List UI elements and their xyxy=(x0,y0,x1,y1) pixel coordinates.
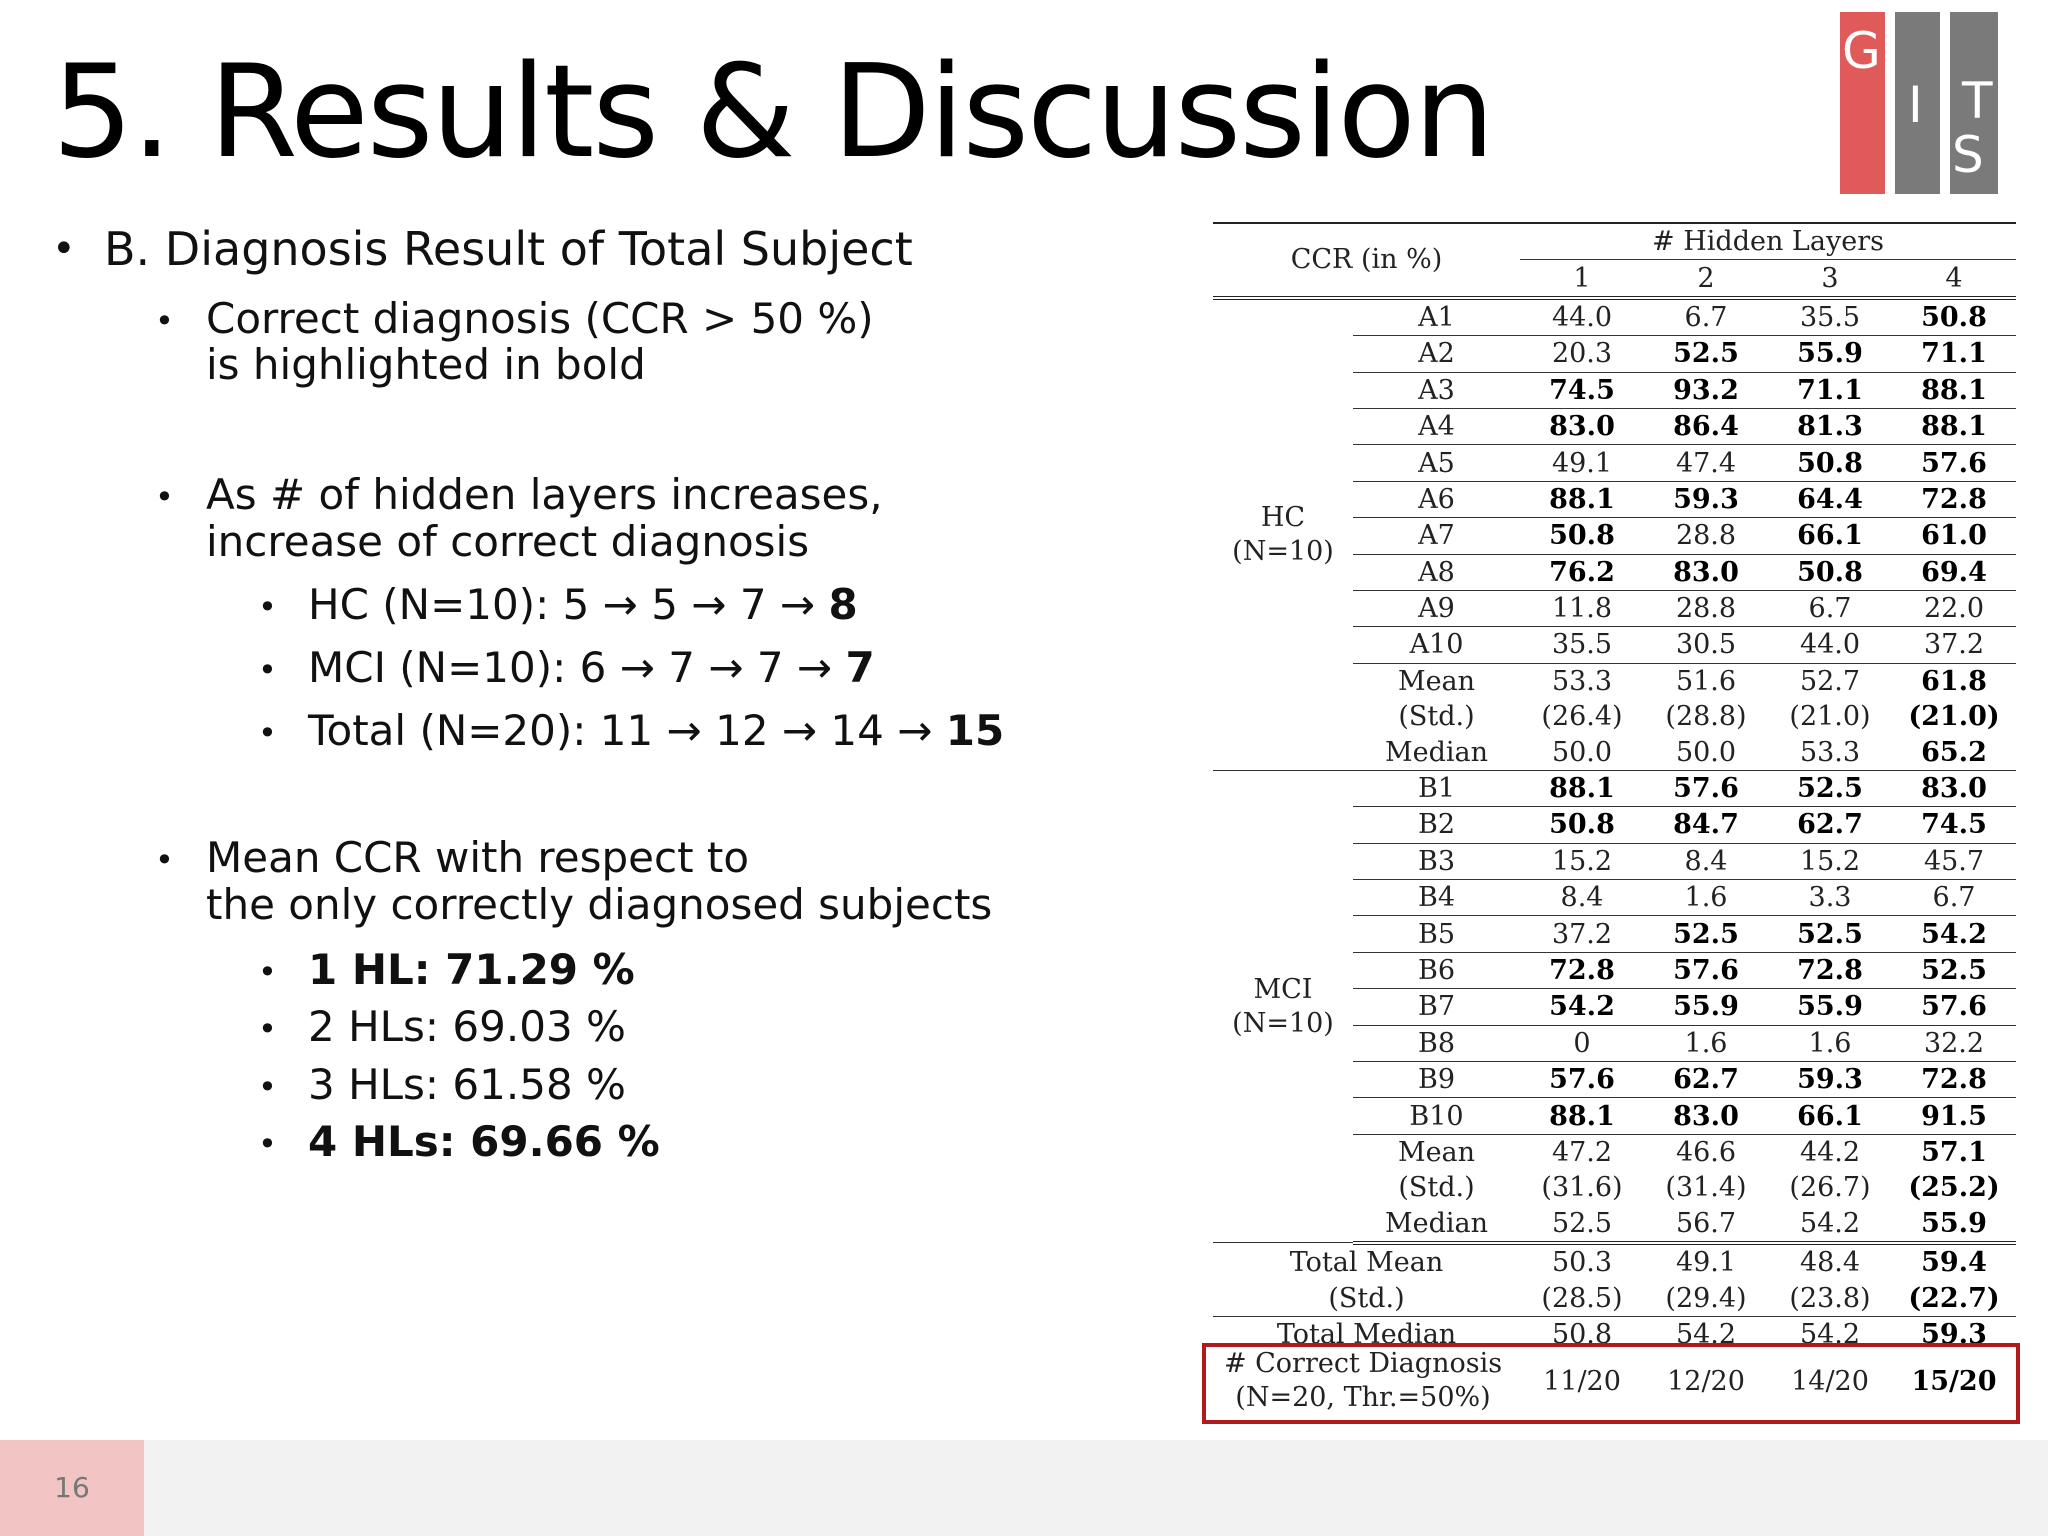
bullet-text: MCI (N=10): 6 → 7 → 7 → xyxy=(308,643,846,692)
ccr-value: 15.2 xyxy=(1768,843,1892,879)
slide-footer xyxy=(0,1440,2048,1536)
bullet-text: 2 HLs: 69.03 % xyxy=(308,1002,626,1051)
page-number: 16 xyxy=(0,1440,144,1536)
ccr-value: 35.5 xyxy=(1520,627,1644,663)
ccr-value: 83.0 xyxy=(1520,408,1644,444)
bullet-text: HC (N=10): 5 → 5 → 7 → xyxy=(308,580,829,629)
subject-label: B4 xyxy=(1353,880,1520,916)
layer-count-header: 4 xyxy=(1892,260,2016,298)
ccr-value: 11.8 xyxy=(1520,590,1644,626)
ccr-value: 88.1 xyxy=(1520,770,1644,806)
ccr-value: 88.1 xyxy=(1892,372,2016,408)
bullet-dot: • xyxy=(52,226,76,272)
ccr-value: 57.6 xyxy=(1644,770,1768,806)
ccr-table-wrap xyxy=(1213,222,2016,1352)
bullet-text: is highlighted in bold xyxy=(206,340,646,389)
bullet-dot: • xyxy=(258,588,277,626)
subject-label: B8 xyxy=(1353,1025,1520,1061)
mean-label: Mean xyxy=(1397,1136,1476,1168)
ccr-value: 15.2 xyxy=(1520,843,1644,879)
ccr-value: 54.2 xyxy=(1520,989,1644,1025)
ccr-value: 28.8 xyxy=(1644,590,1768,626)
mean-value: 52.7 xyxy=(1799,665,1861,697)
gist-logo xyxy=(1840,12,2000,194)
ccr-value: 52.5 xyxy=(1644,916,1768,952)
bullet-dot: • xyxy=(258,1125,277,1163)
ccr-value: 72.8 xyxy=(1520,952,1644,988)
ccr-value: 62.7 xyxy=(1768,807,1892,843)
hidden-layers-header: # Hidden Layers xyxy=(1520,223,2016,260)
bullet-item xyxy=(258,643,875,692)
ccr-value: 71.1 xyxy=(1768,372,1892,408)
ccr-value: 1.6 xyxy=(1644,880,1768,916)
correct-diagnosis-value: 12/20 xyxy=(1667,1366,1745,1397)
ccr-value: 57.6 xyxy=(1892,989,2016,1025)
subject-label: B7 xyxy=(1353,989,1520,1025)
bullet-dot: • xyxy=(258,953,277,991)
table-row xyxy=(1213,770,2016,806)
ccr-value: 50.8 xyxy=(1768,445,1892,481)
median-value: 52.5 xyxy=(1520,1206,1644,1243)
subject-label: B1 xyxy=(1353,770,1520,806)
ccr-value: 66.1 xyxy=(1768,1098,1892,1134)
median-value: 55.9 xyxy=(1892,1206,2016,1243)
std-value: (26.4) xyxy=(1541,701,1623,733)
total-median-value: 50.8 xyxy=(1551,1318,1613,1350)
bullet-item xyxy=(258,580,858,629)
ccr-value: 74.5 xyxy=(1892,807,2016,843)
median-value: 65.2 xyxy=(1892,734,2016,770)
ccr-value: 57.6 xyxy=(1520,1061,1644,1097)
mean-value: 51.6 xyxy=(1675,665,1737,697)
bullet-dot: • xyxy=(155,302,174,340)
ccr-value: 52.5 xyxy=(1768,770,1892,806)
bullet-bold-value: 15 xyxy=(945,706,1005,755)
subject-label: A2 xyxy=(1353,336,1520,372)
bullet-text: 1 HL: 71.29 % xyxy=(308,945,635,994)
bullet-text: the only correctly diagnosed subjects xyxy=(206,880,993,929)
bullet-item xyxy=(206,517,809,566)
subject-label: A6 xyxy=(1353,481,1520,517)
subject-label: A7 xyxy=(1353,518,1520,554)
mean-value: 47.2 xyxy=(1551,1136,1613,1168)
ccr-value: 37.2 xyxy=(1892,627,2016,663)
median-value: 50.0 xyxy=(1520,734,1644,770)
std-value: (25.2) xyxy=(1908,1172,2000,1204)
ccr-value: 47.4 xyxy=(1644,445,1768,481)
total-mean-value: 59.4 xyxy=(1921,1247,1987,1279)
total-std-value: (28.5) xyxy=(1520,1280,1644,1316)
ccr-value: 59.3 xyxy=(1644,481,1768,517)
total-mean-label: Total Mean xyxy=(1289,1247,1444,1279)
std-value: (21.0) xyxy=(1789,701,1871,733)
ccr-value: 88.1 xyxy=(1892,408,2016,444)
ccr-value: 72.8 xyxy=(1892,1061,2016,1097)
bullet-item xyxy=(258,1002,626,1051)
bullet-dot: • xyxy=(155,478,174,516)
subject-label: A10 xyxy=(1353,627,1520,663)
bullet-dot: • xyxy=(155,841,174,879)
ccr-value: 61.0 xyxy=(1892,518,2016,554)
bullet-text: Mean CCR with respect to xyxy=(206,833,750,882)
ccr-value: 20.3 xyxy=(1520,336,1644,372)
total-median-value: 59.3 xyxy=(1921,1318,1987,1350)
ccr-value: 83.0 xyxy=(1892,770,2016,806)
total-std-label: (Std.) xyxy=(1213,1280,1520,1316)
ccr-value: 50.8 xyxy=(1520,518,1644,554)
ccr-value: 37.2 xyxy=(1520,916,1644,952)
ccr-value: 91.5 xyxy=(1892,1098,2016,1134)
correct-diagnosis-label-1: # Correct Diagnosis xyxy=(1223,1348,1503,1379)
ccr-value: 22.0 xyxy=(1892,590,2016,626)
ccr-value: 0 xyxy=(1520,1025,1644,1061)
layer-count-header: 1 xyxy=(1520,260,1644,298)
total-std-value: (29.4) xyxy=(1644,1280,1768,1316)
bullet-text: B. Diagnosis Result of Total Subject xyxy=(104,222,913,276)
subject-label: A3 xyxy=(1353,372,1520,408)
layer-count-header: 2 xyxy=(1644,260,1768,298)
subject-label: B6 xyxy=(1353,952,1520,988)
ccr-value: 3.3 xyxy=(1768,880,1892,916)
bullet-item xyxy=(155,294,874,343)
std-value: (28.8) xyxy=(1665,701,1747,733)
subject-label: A1 xyxy=(1353,298,1520,336)
subject-label: A5 xyxy=(1353,445,1520,481)
bullet-dot: • xyxy=(258,651,277,689)
ccr-value: 35.5 xyxy=(1768,298,1892,336)
subject-label: A8 xyxy=(1353,554,1520,590)
ccr-value: 52.5 xyxy=(1892,952,2016,988)
logo-letter-t: T xyxy=(1962,72,1993,130)
mean-value: 46.6 xyxy=(1675,1136,1737,1168)
bullet-text: 4 HLs: 69.66 % xyxy=(308,1117,660,1166)
ccr-value: 50.8 xyxy=(1892,298,2016,336)
median-label: Median xyxy=(1353,734,1520,770)
std-label: (Std.) xyxy=(1398,701,1475,733)
ccr-value: 62.7 xyxy=(1644,1061,1768,1097)
ccr-value: 45.7 xyxy=(1892,843,2016,879)
ccr-value: 52.5 xyxy=(1768,916,1892,952)
group-label-cell xyxy=(1213,770,1353,1243)
group-name: MCI xyxy=(1253,973,1313,1005)
ccr-value: 86.4 xyxy=(1644,408,1768,444)
ccr-value: 32.2 xyxy=(1892,1025,2016,1061)
ccr-value: 44.0 xyxy=(1768,627,1892,663)
total-median-value: 54.2 xyxy=(1675,1318,1737,1350)
group-size: (N=10) xyxy=(1232,535,1334,567)
ccr-value: 81.3 xyxy=(1768,408,1892,444)
ccr-value: 55.9 xyxy=(1768,989,1892,1025)
ccr-value: 1.6 xyxy=(1768,1025,1892,1061)
ccr-value: 6.7 xyxy=(1892,880,2016,916)
total-row xyxy=(1213,1243,2016,1280)
bullet-item xyxy=(258,1060,626,1109)
layer-count-header: 3 xyxy=(1768,260,1892,298)
bullet-item xyxy=(258,1117,660,1166)
correct-diagnosis-value: 11/20 xyxy=(1543,1366,1621,1397)
bullet-dot: • xyxy=(258,714,277,752)
total-mean-value: 49.1 xyxy=(1675,1247,1737,1279)
ccr-value: 55.9 xyxy=(1644,989,1768,1025)
ccr-value: 88.1 xyxy=(1520,481,1644,517)
ccr-value: 69.4 xyxy=(1892,554,2016,590)
median-value: 53.3 xyxy=(1768,734,1892,770)
ccr-table xyxy=(1213,222,2016,1352)
median-value: 56.7 xyxy=(1644,1206,1768,1243)
ccr-value: 83.0 xyxy=(1644,554,1768,590)
ccr-value: 88.1 xyxy=(1520,1098,1644,1134)
ccr-value: 55.9 xyxy=(1768,336,1892,372)
median-value: 50.0 xyxy=(1644,734,1768,770)
bullet-dot: • xyxy=(258,1010,277,1048)
total-std-value: (23.8) xyxy=(1768,1280,1892,1316)
ccr-value: 28.8 xyxy=(1644,518,1768,554)
ccr-value: 57.6 xyxy=(1892,445,2016,481)
ccr-value: 84.7 xyxy=(1644,807,1768,843)
ccr-value: 71.1 xyxy=(1892,336,2016,372)
ccr-value: 49.1 xyxy=(1520,445,1644,481)
std-value: (31.4) xyxy=(1665,1172,1747,1204)
subject-label: B2 xyxy=(1353,807,1520,843)
mean-value: 53.3 xyxy=(1551,665,1613,697)
bullet-text: Correct diagnosis (CCR > 50 %) xyxy=(206,294,874,343)
bullet-item xyxy=(155,470,883,519)
ccr-value: 64.4 xyxy=(1768,481,1892,517)
ccr-value: 8.4 xyxy=(1644,843,1768,879)
std-value: (26.7) xyxy=(1789,1172,1871,1204)
ccr-value: 50.8 xyxy=(1768,554,1892,590)
ccr-value: 6.7 xyxy=(1644,298,1768,336)
subject-label: B3 xyxy=(1353,843,1520,879)
bullet-bold-value: 7 xyxy=(845,643,875,692)
ccr-value: 59.3 xyxy=(1768,1061,1892,1097)
total-median-value: 54.2 xyxy=(1799,1318,1861,1350)
std-value: (21.0) xyxy=(1908,701,2000,733)
mean-label: Mean xyxy=(1397,665,1476,697)
correct-diagnosis-value: 14/20 xyxy=(1791,1366,1869,1397)
correct-diagnosis-value: 15/20 xyxy=(1911,1366,1997,1397)
bullet-bold-value: 8 xyxy=(828,580,858,629)
bullet-text: 3 HLs: 61.58 % xyxy=(308,1060,626,1109)
median-label: Median xyxy=(1353,1206,1520,1243)
subject-label: B9 xyxy=(1353,1061,1520,1097)
total-mean-value: 50.3 xyxy=(1551,1247,1613,1279)
logo-letter-s: S xyxy=(1952,126,1984,184)
subject-label: B5 xyxy=(1353,916,1520,952)
bullet-item xyxy=(52,222,913,276)
total-mean-value: 48.4 xyxy=(1799,1247,1861,1279)
bullet-item xyxy=(206,880,992,929)
ccr-value: 66.1 xyxy=(1768,518,1892,554)
ccr-value: 30.5 xyxy=(1644,627,1768,663)
mean-value: 61.8 xyxy=(1921,665,1987,697)
ccr-value: 54.2 xyxy=(1892,916,2016,952)
ccr-value: 8.4 xyxy=(1520,880,1644,916)
bullet-item xyxy=(206,340,646,389)
table-row xyxy=(1213,298,2016,336)
ccr-value: 44.0 xyxy=(1520,298,1644,336)
std-label: (Std.) xyxy=(1398,1172,1475,1204)
slide-title: 5. Results & Discussion xyxy=(52,38,1493,187)
bullet-text: Total (N=20): 11 → 12 → 14 → xyxy=(308,706,946,755)
std-value: (31.6) xyxy=(1541,1172,1623,1204)
table-corner-label: CCR (in %) xyxy=(1213,223,1520,298)
ccr-value: 50.8 xyxy=(1520,807,1644,843)
ccr-value: 93.2 xyxy=(1644,372,1768,408)
bullet-text: increase of correct diagnosis xyxy=(206,517,810,566)
total-median-label: Total Median xyxy=(1276,1318,1457,1350)
subject-label: A9 xyxy=(1353,590,1520,626)
subject-label: B10 xyxy=(1353,1098,1520,1134)
ccr-value: 76.2 xyxy=(1520,554,1644,590)
bullet-item xyxy=(258,945,635,994)
ccr-value: 74.5 xyxy=(1520,372,1644,408)
group-name: HC xyxy=(1260,501,1306,533)
mean-value: 44.2 xyxy=(1799,1136,1861,1168)
ccr-value: 72.8 xyxy=(1768,952,1892,988)
ccr-value: 83.0 xyxy=(1644,1098,1768,1134)
ccr-value: 1.6 xyxy=(1644,1025,1768,1061)
correct-diagnosis-label-2: (N=20, Thr.=50%) xyxy=(1235,1382,1491,1413)
ccr-value: 6.7 xyxy=(1768,590,1892,626)
table-header-row xyxy=(1213,223,2016,260)
total-std-value: (22.7) xyxy=(1892,1280,2016,1316)
bullet-dot: • xyxy=(258,1068,277,1106)
subject-label: A4 xyxy=(1353,408,1520,444)
group-label-cell xyxy=(1213,298,1353,771)
mean-value: 57.1 xyxy=(1921,1136,1987,1168)
median-value: 54.2 xyxy=(1768,1206,1892,1243)
logo-letter-i: I xyxy=(1908,76,1923,134)
ccr-value: 57.6 xyxy=(1644,952,1768,988)
group-size: (N=10) xyxy=(1232,1007,1334,1039)
ccr-value: 72.8 xyxy=(1892,481,2016,517)
ccr-value: 52.5 xyxy=(1644,336,1768,372)
logo-letter-g: G xyxy=(1842,22,1881,80)
total-row xyxy=(1213,1280,2016,1316)
bullet-text: As # of hidden layers increases, xyxy=(206,470,883,519)
bullet-item xyxy=(155,833,750,882)
bullet-item xyxy=(258,706,1005,755)
